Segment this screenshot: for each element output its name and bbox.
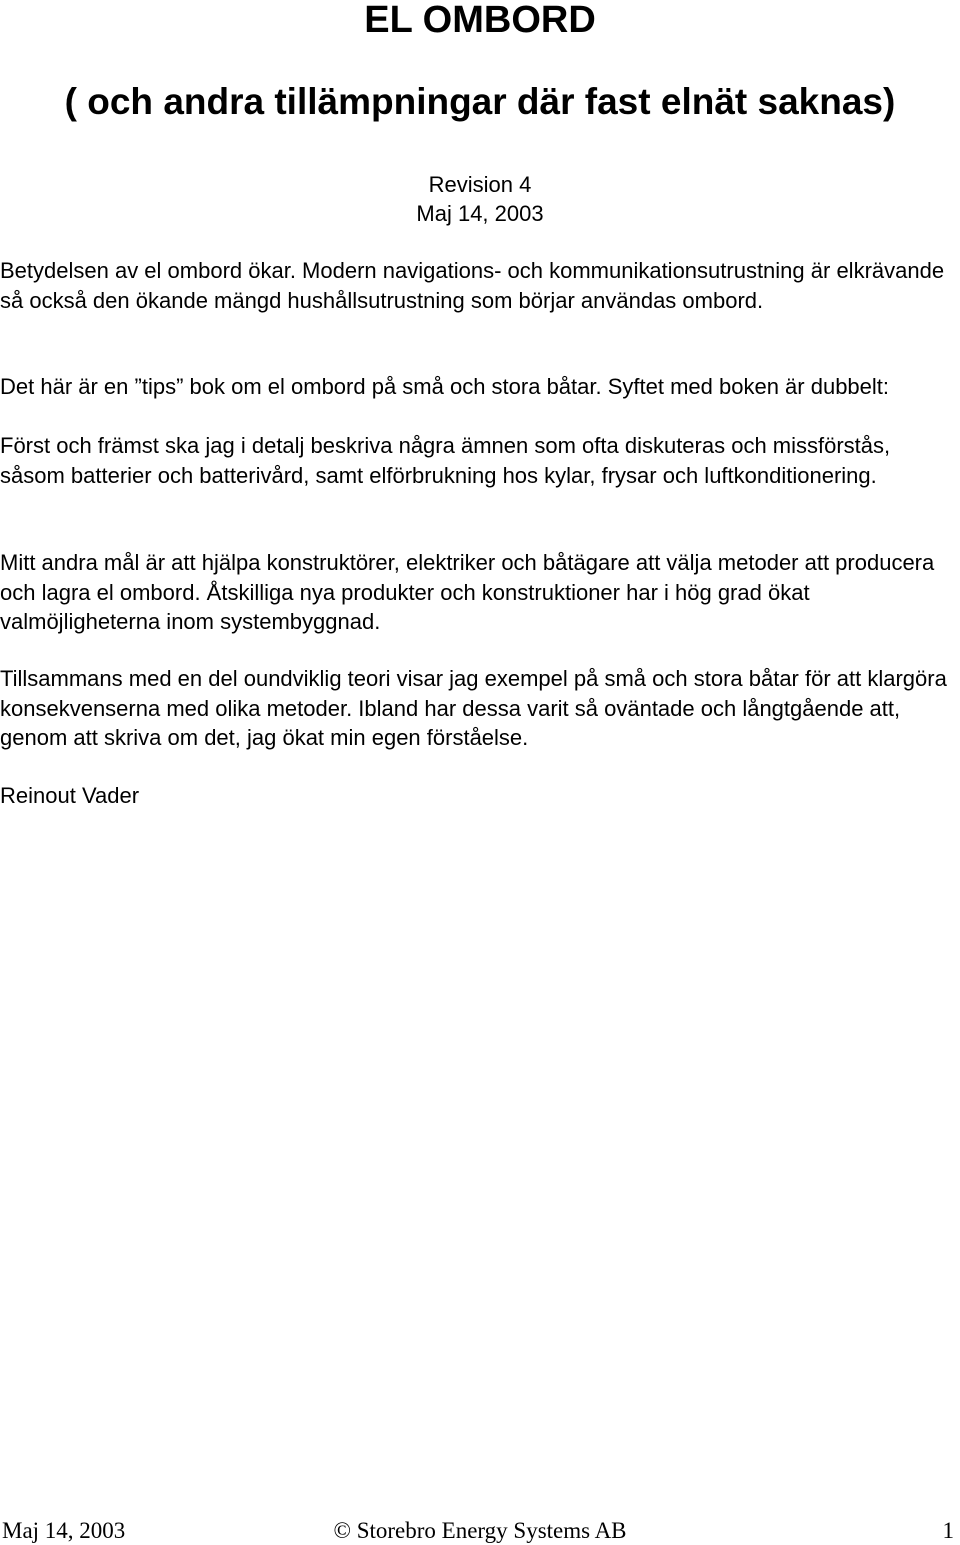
- revision-label: Revision 4: [428, 172, 532, 197]
- footer-date: Maj 14, 2003: [2, 1518, 126, 1543]
- revision-date: Maj 14, 2003: [416, 201, 544, 226]
- footer-copyright: © Storebro Energy Systems AB: [333, 1518, 627, 1543]
- footer-page-number: 1: [942, 1518, 954, 1543]
- document-subtitle: ( och andra tillämpningar där fast elnät saknas): [64, 81, 896, 122]
- paragraph-first-goal: Först och främst ska jag i detalj beskriva några ämnen som ofta diskuteras och missförstås, såsom batterier och batterivård, samt elförbrukning hos kylar, frysar och luftkonditionering.: [0, 433, 891, 488]
- document-title: EL OMBORD: [364, 0, 596, 41]
- paragraph-purpose: Det här är en ”tips” bok om el ombord på små och stora båtar. Syftet med boken är dubbelt:: [0, 374, 890, 399]
- paragraph-second-goal: Mitt andra mål är att hjälpa konstruktörer, elektriker och båtägare att välja metoder att producera och lagra el ombord. Åtskilliga nya produkter och konstruktioner har i hög grad ökat valmöjligheterna inom systembyggnad.: [0, 550, 935, 634]
- paragraph-intro: Betydelsen av el ombord ökar. Modern navigations- och kommunikationsutrustning är elkrävande så också den ökande mängd hushållsutrustning som börjar användas ombord.: [0, 258, 945, 313]
- paragraph-theory: Tillsammans med en del oundviklig teori visar jag exempel på små och stora båtar för att klargöra konsekvenserna med olika metoder. Ibland har dessa varit så oväntade och långtgående att, genom att skriva om det, jag ökat min egen förståelse.: [0, 666, 947, 750]
- author-signature: Reinout Vader: [0, 783, 140, 808]
